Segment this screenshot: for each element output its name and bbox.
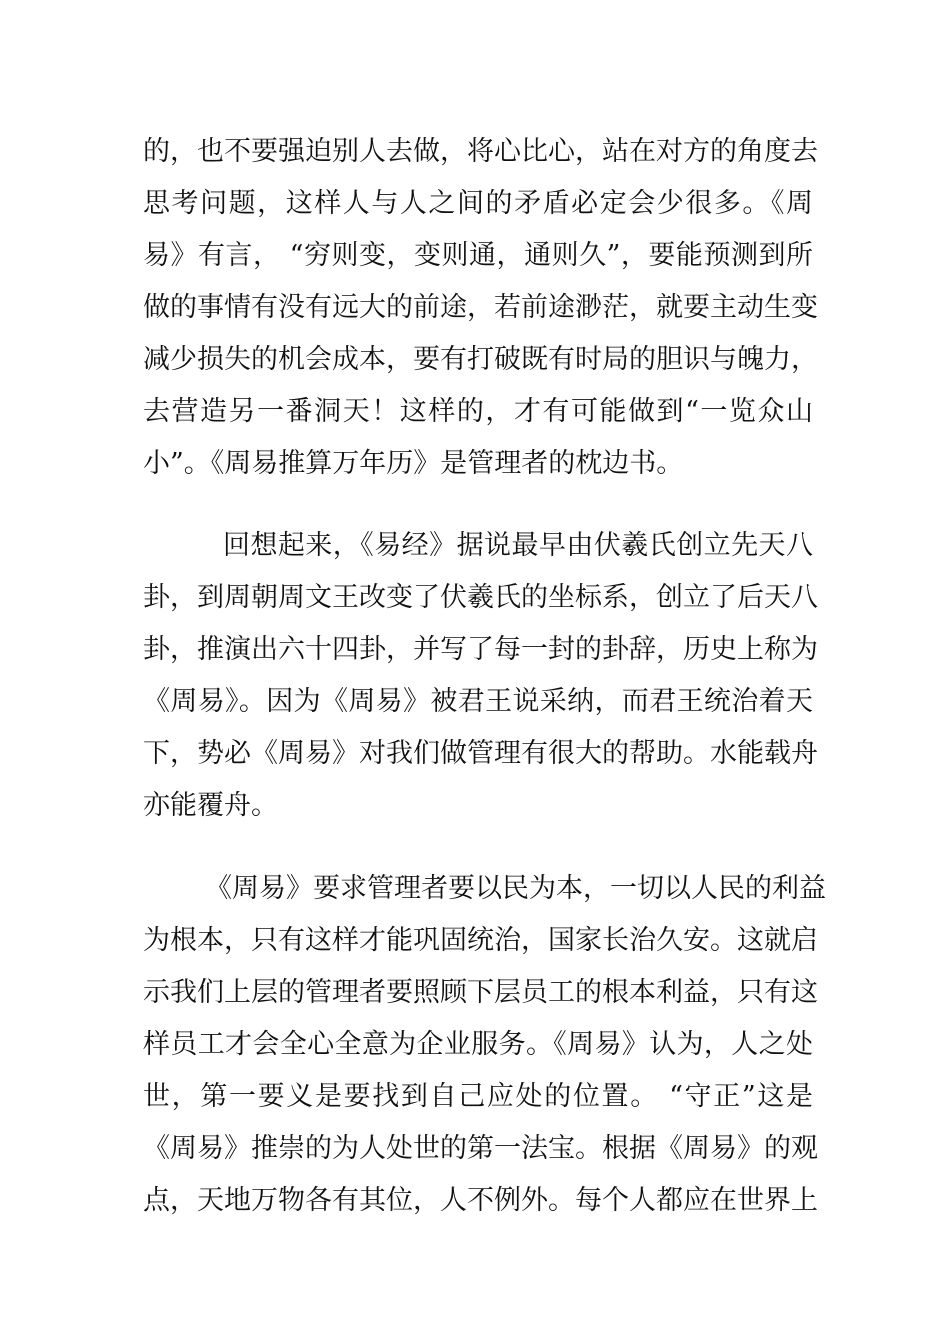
text-line: 样员工才会全心全意为企业服务。《周易》认为，人之处 xyxy=(143,1029,813,1060)
text-line: 《周易》推崇的为人处世的第一法宝。根据《周易》的观 xyxy=(143,1133,818,1164)
text-line: 世，第一要义是要找到自己应处的位置。 “守正”这是 xyxy=(143,1081,813,1112)
paragraph-3 xyxy=(143,863,826,1227)
text-line: 减少损失的机会成本，要有打破既有时局的胆识与魄力， xyxy=(143,344,818,375)
text-line: 下，势必《周易》对我们做管理有很大的帮助。水能载舟 xyxy=(143,738,818,769)
text-line: 小”。《周易推算万年历》是管理者的枕边书。 xyxy=(143,448,684,479)
text-line: 点，天地万物各有其位，人不例外。每个人都应在世界上 xyxy=(143,1185,818,1216)
text-line: 亦能覆舟。 xyxy=(143,790,278,821)
text-line: 卦，到周朝周文王改变了伏羲氏的坐标系，创立了后天八 xyxy=(143,582,818,613)
text-line: 做的事情有没有远大的前途，若前途渺茫，就要主动生变 xyxy=(143,292,818,323)
text-line: 回想起来，《易经》据说最早由伏羲氏创立先天八 xyxy=(223,530,813,561)
text-line: 《周易》。因为《周易》被君王说采纳，而君王统治着天 xyxy=(143,686,813,717)
text-line: 易》有言， “穷则变，变则通，通则久”，要能预测到所 xyxy=(143,240,813,271)
paragraph-2 xyxy=(143,520,818,832)
text-line: 示我们上层的管理者要照顾下层员工的根本利益，只有这 xyxy=(143,977,818,1008)
text-line: 为根本，只有这样才能巩固统治，国家长治久安。这就启 xyxy=(143,925,818,956)
text-line: 《周易》要求管理者要以民为本，一切以人民的利益 xyxy=(205,873,826,904)
text-line: 卦，推演出六十四卦，并写了每一封的卦辞，历史上称为 xyxy=(143,634,818,665)
paragraph-1 xyxy=(143,126,818,490)
text-line: 去营造另一番洞天！这样的，才有可能做到“一览众山 xyxy=(143,396,813,427)
text-line: 的，也不要强迫别人去做，将心比心，站在对方的角度去 xyxy=(143,136,818,167)
text-line: 思考问题，这样人与人之间的矛盾必定会少很多。《周 xyxy=(143,188,813,219)
